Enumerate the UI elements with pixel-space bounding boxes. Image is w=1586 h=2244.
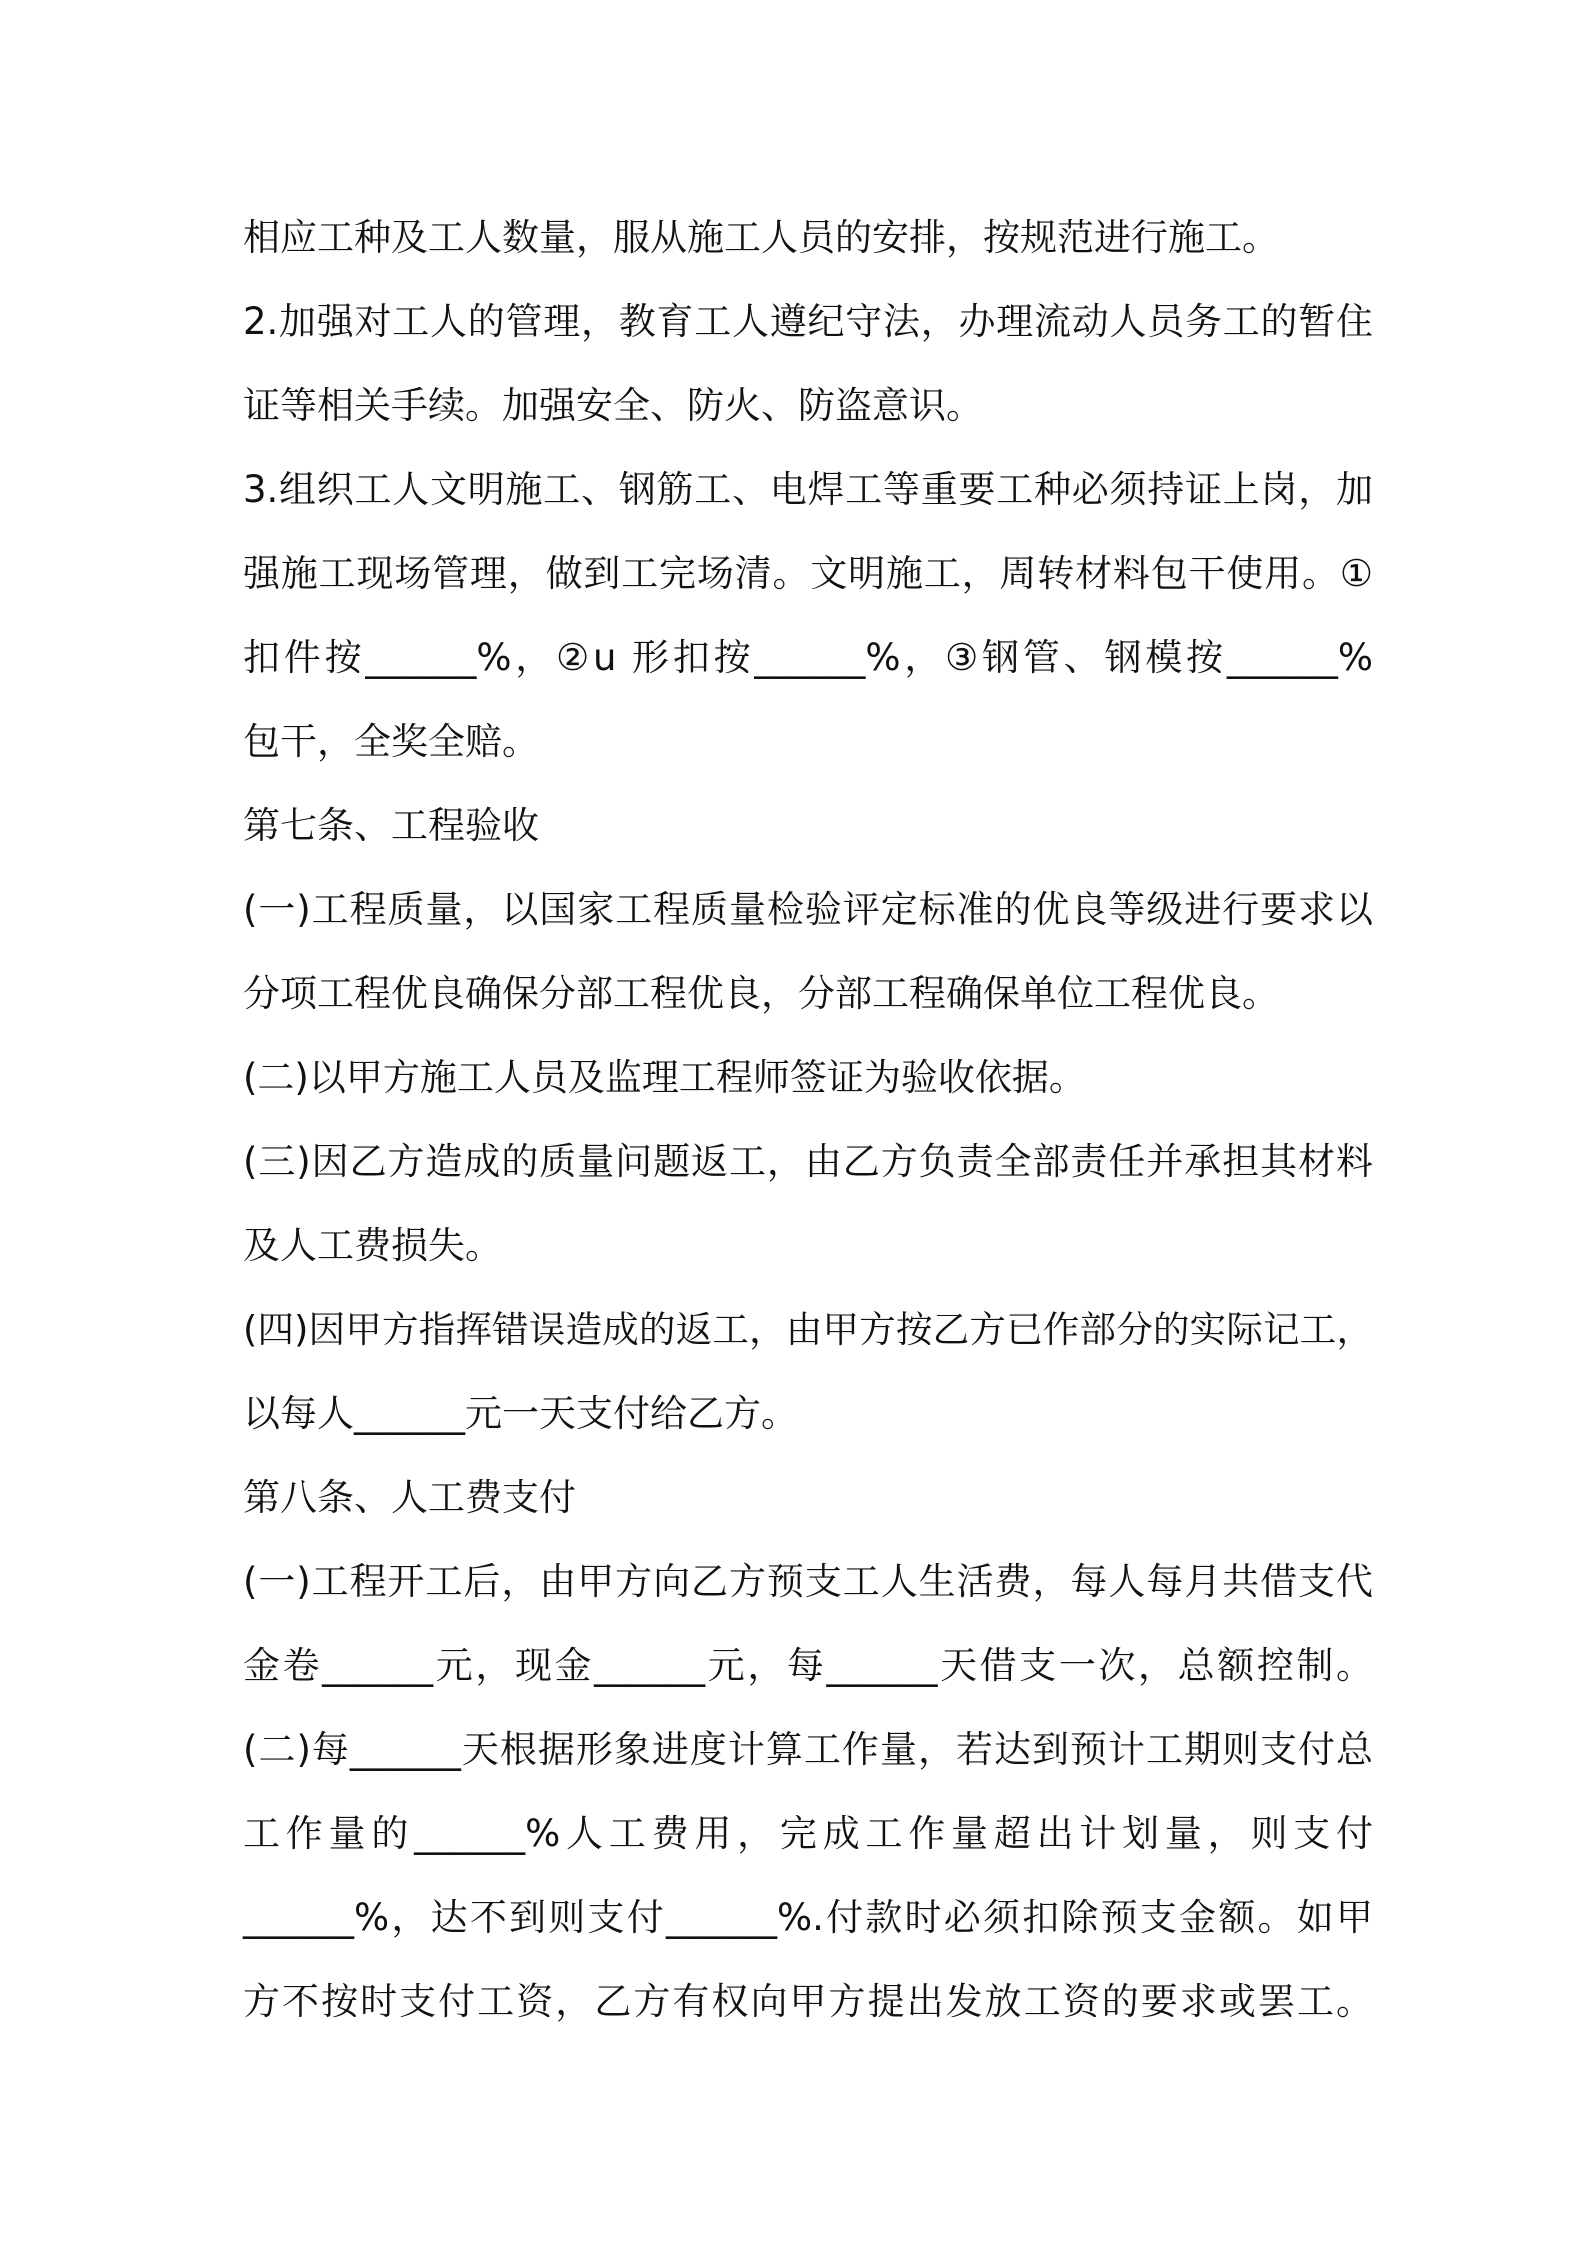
paragraph-line: 工作量的______%人工费用，完成工作量超出计划量，则支付 xyxy=(243,1812,1373,1855)
paragraph-line: (二)每______天根据形象进度计算工作量，若达到预计工期则支付总 xyxy=(243,1728,1373,1771)
paragraph-line: (四)因甲方指挥错误造成的返工，由甲方按乙方已作部分的实际记工， xyxy=(243,1308,1373,1351)
paragraph-line: 方不按时支付工资，乙方有权向甲方提出发放工资的要求或罢工。 xyxy=(243,1980,1373,2023)
paragraph-line: 分项工程优良确保分部工程优良，分部工程确保单位工程优良。 xyxy=(243,972,1279,1015)
document-body xyxy=(243,196,1373,2044)
paragraph-line: (一)工程开工后，由甲方向乙方预支工人生活费，每人每月共借支代 xyxy=(243,1560,1373,1603)
paragraph-line: 金卷______元，现金______元，每______天借支一次，总额控制。 xyxy=(243,1644,1373,1687)
section-heading: 第七条、工程验收 xyxy=(243,804,539,847)
paragraph-line: 以每人______元一天支付给乙方。 xyxy=(243,1392,798,1435)
paragraph-line: 3.组织工人文明施工、钢筋工、电焊工等重要工种必须持证上岗，加 xyxy=(243,468,1373,511)
paragraph-line: 强施工现场管理，做到工完场清。文明施工，周转材料包干使用。① xyxy=(243,552,1373,595)
paragraph-line: 相应工种及工人数量，服从施工人员的安排，按规范进行施工。 xyxy=(243,216,1279,259)
paragraph-line: 2.加强对工人的管理，教育工人遵纪守法，办理流动人员务工的暂住 xyxy=(243,300,1373,343)
paragraph-line: (一)工程质量，以国家工程质量检验评定标准的优良等级进行要求以 xyxy=(243,888,1373,931)
paragraph-line: (三)因乙方造成的质量问题返工，由乙方负责全部责任并承担其材料 xyxy=(243,1140,1373,1183)
paragraph-line: 扣件按______%，②u 形扣按______%，③钢管、钢模按______% xyxy=(243,636,1373,679)
paragraph-line: 包干，全奖全赔。 xyxy=(243,720,539,763)
paragraph-line: 及人工费损失。 xyxy=(243,1224,502,1267)
paragraph-line: (二)以甲方施工人员及监理工程师签证为验收依据。 xyxy=(243,1056,1086,1099)
paragraph-line: 证等相关手续。加强安全、防火、防盗意识。 xyxy=(243,384,983,427)
section-heading: 第八条、人工费支付 xyxy=(243,1476,576,1519)
paragraph-line: ______%，达不到则支付______%.付款时必须扣除预支金额。如甲 xyxy=(243,1896,1373,1939)
